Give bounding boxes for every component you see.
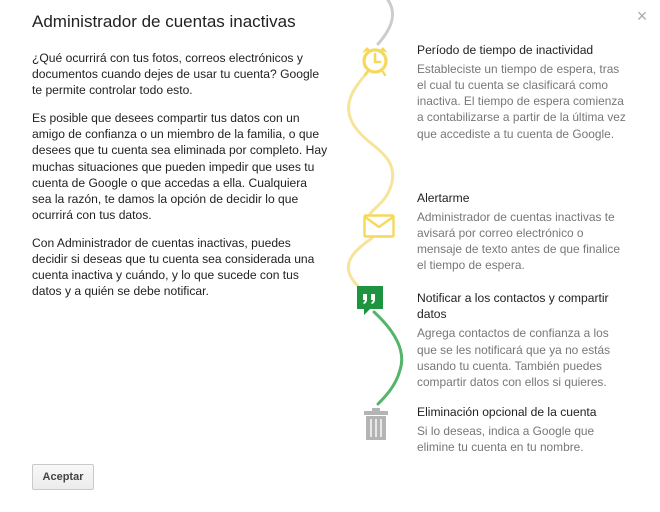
timeline-segment-yellow-2 <box>348 238 372 286</box>
intro-paragraph: Con Administrador de cuentas inactivas, puedes decidir si deseas que tu cuenta sea considerada una cuenta inactiva y cuándo, y lo que sucede con tus datos y a quién se debe notificar. <box>32 235 315 299</box>
timeline-step-notify-contacts <box>417 290 631 390</box>
close-icon[interactable]: × <box>636 6 648 26</box>
step-description: Si lo deseas, indica a Google que elimine tu cuenta en tu nombre. <box>417 424 595 455</box>
accept-button[interactable]: Aceptar <box>32 464 94 490</box>
timeline-step-account-deletion <box>417 404 631 455</box>
timeline-step-alert-me <box>417 190 631 274</box>
alarm-clock-icon <box>358 44 392 76</box>
timeline-segment-yellow <box>349 62 393 224</box>
timeline-segment-green <box>374 312 402 404</box>
step-description: Agrega contactos de confianza a los que se les notificará que ya no estás usando tu cuenta. También puedes compartir datos con ellos si quieres. <box>417 326 611 389</box>
intro-paragraph: ¿Qué ocurrirá con tus fotos, correos electrónicos y documentos cuando dejes de usar tu cuenta? Google te permite controlar todo esto. <box>32 51 320 98</box>
step-description: Administrador de cuentas inactivas te avisará por correo electrónico o mensaje de texto antes de que finalice el tiempo de espera. <box>417 210 620 273</box>
intro-text <box>32 50 328 311</box>
step-title: Eliminación opcional de la cuenta <box>417 405 597 419</box>
step-title: Notificar a los contactos y compartir datos <box>417 291 609 322</box>
step-title: Período de tiempo de inactividad <box>417 43 594 57</box>
trash-can-icon <box>364 408 388 440</box>
step-title: Alertarme <box>417 191 470 205</box>
envelope-icon <box>363 214 395 238</box>
intro-paragraph: Es posible que desees compartir tus datos con un amigo de confianza o un miembro de la familia, o que desees que tu cuenta sea eliminada por completo. Hay muchas situaciones que pueden impedir que uses tu cuenta de Google o que accedas a ella. Cualquiera sea la razón, te damos la opción de decidir lo que ocurrirá con tus datos. <box>32 111 328 222</box>
step-description: Estableciste un tiempo de espera, tras el cual tu cuenta se clasificará como inactiva. El tiempo de espera comienza a contabilizarse a partir de la última vez que accediste a tu cuenta de Google. <box>417 62 626 141</box>
dialog-title: Administrador de cuentas inactivas <box>32 12 296 31</box>
timeline-segment-gray <box>378 0 393 44</box>
chat-bubble-icon <box>357 286 383 316</box>
timeline-step-inactivity-period <box>417 42 631 142</box>
